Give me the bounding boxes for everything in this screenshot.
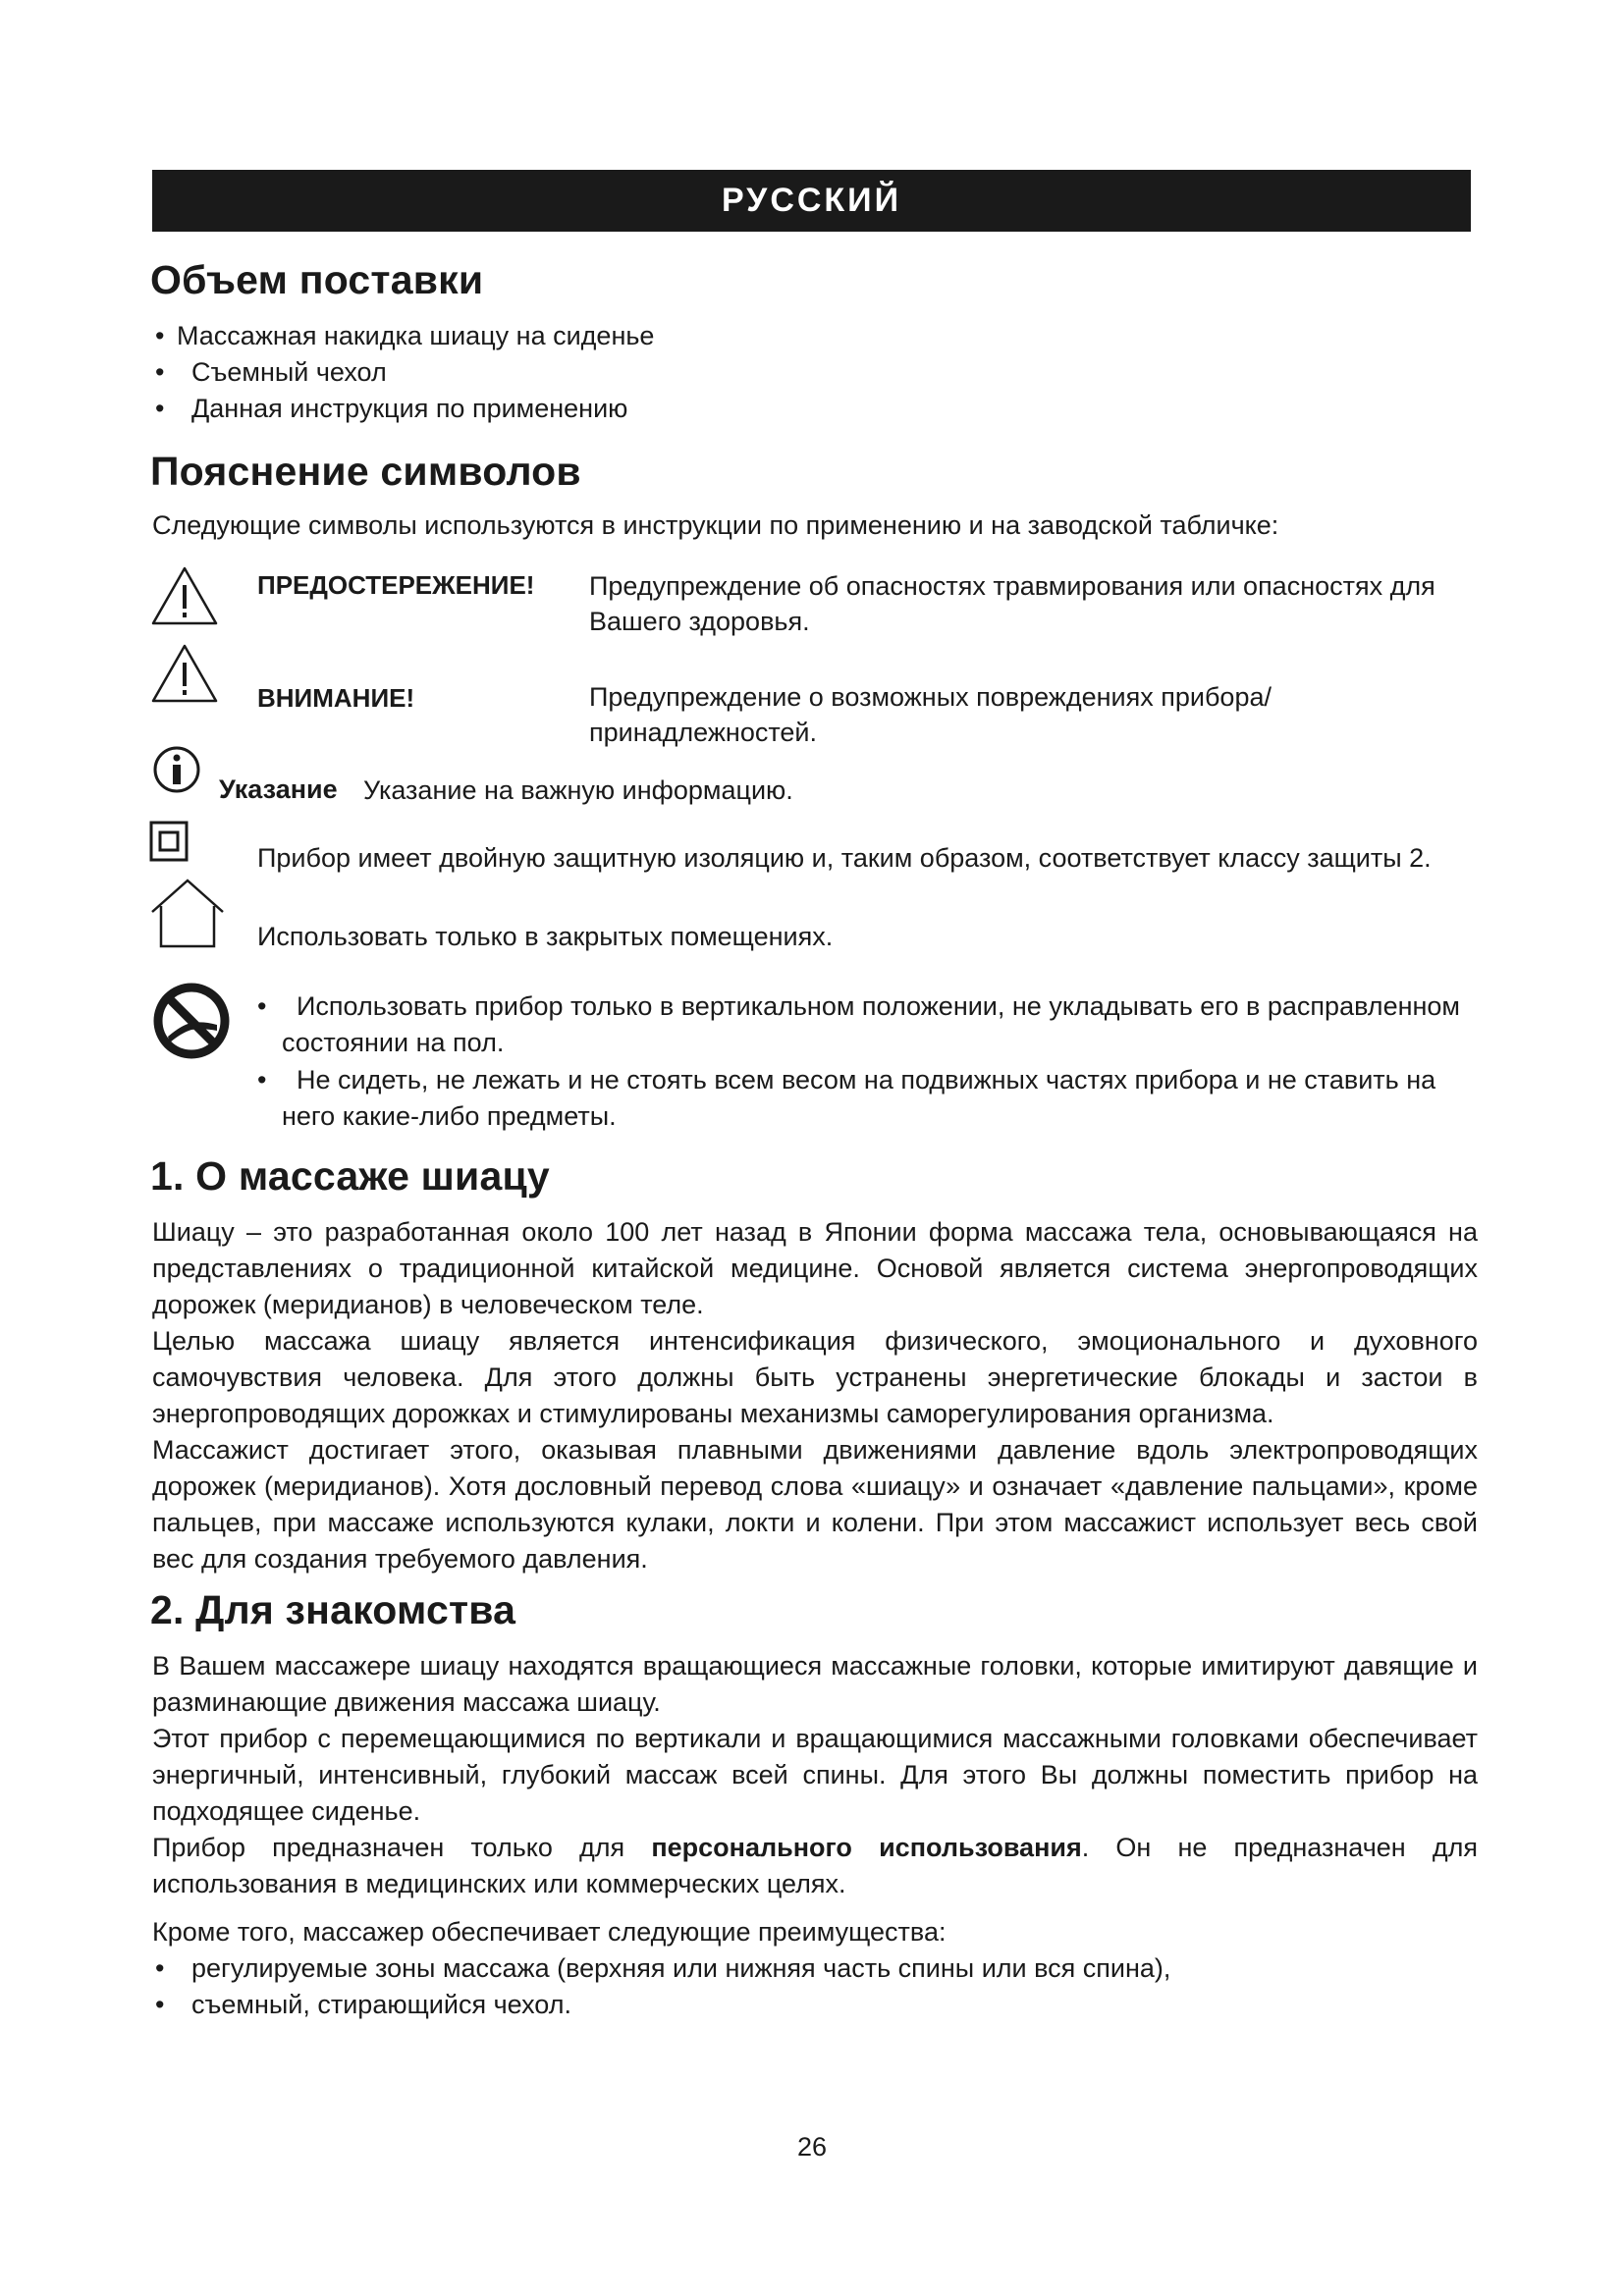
manual-page: РУССКИЙ Объем поставки • Массажная накидка шиацу на сиденье • Съемный чехол • Данная инструкция по применению Пояснение символов Следующие символы используются в инструкции по применению и на заводской табличке: ПРЕДОСТЕРЕЖЕНИЕ! Предупреждение об опасностях травмирования или опасностях для Вашего здоровья. ВНИМАНИЕ! Предупреждение о возможных повреждениях прибора/ принадлежностей. Указание Указание на важную информацию. Прибор имеет двойную защитную изоляцию и, таким образом, соответствует классу защиты 2. Использовать только в закрытых помещениях. • Использовать прибор только в вертикальном положении, не укладывать его в расправленном состоянии на пол. • Не сидеть, не лежать и не стоять всем весом на подвижных частях прибора и не ставить на него какие-либо предметы. 1. О массаже шиацу Шиацу – это разработанная около 100 лет назад в Японии форма массажа тела, основывающаяся на представлениях о традиционной китайской медицине. Основой является система энергопроводящих дорожек (меридианов) в человеческом теле. Целью массажа шиацу является интенсификация физического, эмоционального и духовного самочувствия человека. Для этого должны быть устранены энергетические блокады и застои в энергопроводящих дорожках и стимулированы механизмы саморегулирования организма. Массажист достигает этого, оказывая плавными движениями давление вдоль электропроводящих дорожек (меридианов). Хотя дословный перевод слова «шиацу» и означает «давление пальцами», кроме пальцев, при массаже используются кулаки, локти и колени. При этом массажист использует весь свой вес для создания требуемого давления. 2. Для знакомства В Вашем массажере шиацу находятся вращающиеся массажные головки, которые имитируют давящие и разминающие движения массажа шиацу. Этот прибор с перемещающимися по вертикали и вращающимися массажными головками обеспечивает энергичный, интенсивный, глубокий массаж всей спины. Для этого Вы должны поместить прибор на подходящее сиденье. Прибор предназначен только для персонального использования. Он не предназначен для использования в медицинских или коммерческих целях. Кроме того, массажер обеспечивает следующие преимущества: • регулируемые зоны массажа (верхняя или нижняя часть спины или вся спина), • съемный, стирающийся чехол. 26 [0,0,1624,2296]
note-desc: Указание на важную информацию. [363,775,793,805]
intro-paragraph-2: Этот прибор с перемещающимися по вертикали и вращающимися массажными головками обеспечивает энергичный, интенсивный, глубокий массаж всей спины. Для этого Вы должны поместить прибор на подходящее сиденье. [152,1724,1478,1826]
warning-label: ПРЕДОСТЕРЕЖЕНИЕ! [257,570,535,600]
warning-triangle-icon [150,565,219,626]
shiatsu-paragraph-2: Целью массажа шиацу является интенсификация физического, эмоционального и духовного самочувствия человека. Для этого должны быть устранены энергетические блокады и застои в энергопроводящих дорожках и стимулированы механизмы саморегулирования организма. [152,1326,1478,1428]
shiatsu-heading: 1. О массаже шиацу [150,1153,550,1199]
double-insulation-desc: Прибор имеет двойную защитную изоляцию и, таким образом, соответствует классу защиты 2. [257,843,1432,873]
caution-desc-line2: принадлежностей. [589,718,818,747]
intro-paragraph-3: Прибор предназначен только для персонального использования. Он не предназначен для использования в медицинских или коммерческих целях. [152,1833,1478,1898]
intro-heading: 2. Для знакомства [150,1587,516,1632]
intro-paragraph-1: В Вашем массажере шиацу находятся вращающиеся массажные головки, которые имитируют давящие и разминающие движения массажа шиацу. [152,1651,1478,1717]
list-item-continuation: состоянии на пол. [282,1028,505,1057]
advantages-intro: Кроме того, массажер обеспечивает следующие преимущества: [152,1917,947,1947]
info-circle-icon [152,745,201,794]
prohibited-sign-icon [152,982,231,1060]
delivery-heading: Объем поставки [150,257,484,302]
caution-desc-line1: Предупреждение о возможных повреждениях прибора/ [589,682,1272,712]
list-item-continuation: него какие-либо предметы. [282,1101,617,1131]
note-label: Указание [219,774,338,804]
double-square-icon [149,821,189,862]
indoor-desc: Использовать только в закрытых помещениях. [257,922,834,951]
house-icon [147,877,228,949]
symbols-intro: Следующие символы используются в инструкции по применению и на заводской табличке: [152,510,1279,540]
warning-desc-line2: Вашего здоровья. [589,607,810,636]
language-header-bar [152,170,1471,232]
shiatsu-paragraph-1: Шиацу – это разработанная около 100 лет назад в Японии форма массажа тела, основывающаяся на представлениях о традиционной китайской медицине. Основой является система энергопроводящих дорожек (меридианов) в человеческом теле. [152,1217,1478,1319]
warning-desc-line1: Предупреждение об опасностях травмирования или опасностях для [589,571,1435,601]
warning-triangle-icon [150,643,219,704]
page-number: 26 [796,2132,828,2162]
language-label: РУССКИЙ [721,182,902,219]
symbols-heading: Пояснение символов [150,449,581,494]
shiatsu-paragraph-3: Массажист достигает этого, оказывая плавными движениями давление вдоль электропроводящих дорожек (меридианов). Хотя дословный перевод слова «шиацу» и означает «давление пальцами», кроме пальцев, при массаже используются кулаки, локти и колени. При этом массажист использует весь свой вес для создания требуемого давления. [152,1435,1478,1574]
highlight-personal-use: персонального использования [651,1833,1082,1862]
caution-label: ВНИМАНИЕ! [257,683,415,713]
